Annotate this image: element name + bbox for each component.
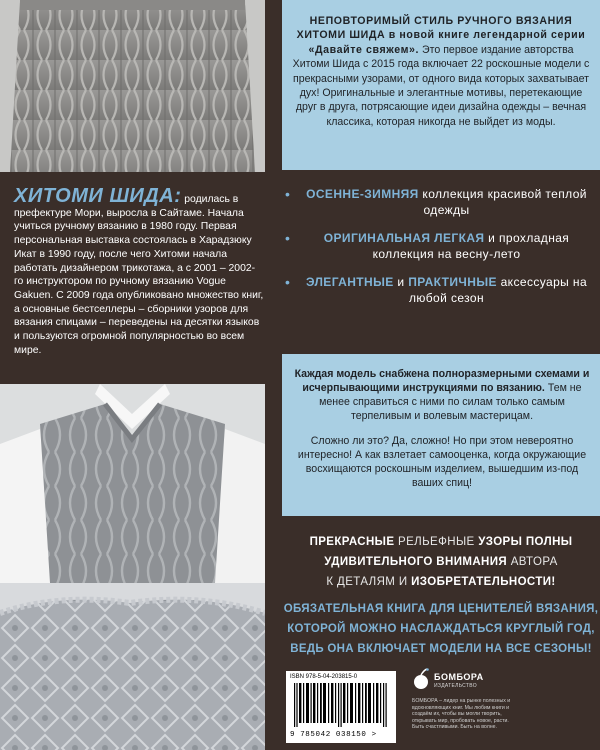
lace-garment-photo: [0, 583, 265, 750]
publisher-logo-icon: [412, 668, 430, 690]
publisher-block: [412, 668, 592, 748]
bullet-icon: •: [285, 274, 290, 290]
feature-text: ЭЛЕГАНТНЫЕ и ПРАКТИЧНЫЕ аксессуары на любой сезон: [305, 275, 588, 305]
bullet-icon: •: [285, 186, 290, 202]
intro-text: [292, 14, 590, 129]
author-bio-text: родилась в префектуре Мори, выросла в Сайтаме. Начала учиться ручному вязанию в 1980 году. Первая персональная выставка состоялась в Харадзюку Икат в 1990 году, после чего Хитоми начала работать дизайнером трикотажа, а с 2001 – 2002-го инструктором по ручному вязанию Vogue Gakuen. С 2009 года опубликовано множество книг, а основные бестселлеры – сборники узоров для вязания спицами – переведены на десятки языков и пользуются огромной популярностью во всем мире.: [14, 194, 264, 356]
isbn-barcode: [286, 671, 396, 743]
intro-headline: НЕПОВТОРИМЫЙ СТИЛЬ РУЧНОГО ВЯЗАНИЯ ХИТОМИ ШИДА в новой книге легендарной серии «Давайте свяжем».: [296, 15, 586, 56]
author-bio: [14, 185, 264, 357]
challenge-paragraph: Сложно ли это? Да, сложно! Но при этом невероятно интересно! А как взлетает самооценка, когда окружающие восхищаются роскошным изделием, вышедшим из-под ваших спиц!: [297, 435, 587, 489]
feature-list: [285, 186, 590, 318]
instructions-paragraph: Каждая модель снабжена полноразмерными схемами и исчерпывающими инструкциями по вязанию. Тем не менее справиться с ними по силам только самым терпеливым и волевым мастерицам.: [294, 368, 590, 422]
publisher-subtitle: ИЗДАТЕЛЬСТВО: [434, 683, 477, 689]
publisher-description: БОМБОРА – лидер на рынке полезных и вдохновляющих книг. Мы любим книги и создаём их, чтобы вы могли творить, открывать мир, пробовать новое, расти. Быть счастливыми. Быть на волне.: [412, 698, 511, 730]
patterns-promo: ПРЕКРАСНЫЕ РЕЛЬЕФНЫЕ УЗОРЫ ПОЛНЫ УДИВИТЕЛЬНОГО ВНИМАНИЯ АВТОРА К ДЕТАЛЯМ И ИЗОБРЕТАТЕЛЬНОСТИ!: [309, 536, 573, 588]
isbn-number: ISBN 978-5-04-203815-0: [290, 674, 358, 680]
must-have-promo: ОБЯЗАТЕЛЬНАЯ КНИГА ДЛЯ ЦЕНИТЕЛЕЙ ВЯЗАНИЯ, КОТОРОЙ МОЖНО НАСЛАЖДАТЬСЯ КРУГЛЫЙ ГОД, ВЕДЬ ОНА ВКЛЮЧАЕТ МОДЕЛИ НА ВСЕ СЕЗОНЫ!: [283, 603, 599, 655]
knitted-garment-photo-top: [0, 0, 265, 172]
intro-body: Это первое издание авторства Хитоми Шида с 2015 года включает 22 роскошные модели с прекрасными узорами, от одного вида которых захватывает дух! Оригинальные и элегантные мотивы, перетекающие друг в друга, потрясающие идеи дизайна одежды – вечная классика, которая никогда не выйдет из моды.: [292, 43, 590, 128]
author-name: ХИТОМИ ШИДА:: [14, 185, 182, 207]
feature-text: ОРИГИНАЛЬНАЯ ЛЕГКАЯ и прохладная коллекция на весну-лето: [323, 231, 570, 261]
feature-item: [285, 230, 590, 262]
instructions-text: [292, 367, 592, 501]
feature-item: [285, 186, 590, 218]
feature-item: [285, 274, 590, 306]
barcode-digits: 9 785042 038150 >: [290, 731, 377, 739]
feature-text: ОСЕННЕ-ЗИМНЯЯ коллекция красивой теплой одежды: [306, 187, 587, 217]
bullet-icon: •: [285, 230, 290, 246]
knitted-vest-photo: [0, 384, 265, 583]
publisher-name: БОМБОРА: [434, 672, 484, 682]
barcode-icon: [294, 683, 390, 727]
